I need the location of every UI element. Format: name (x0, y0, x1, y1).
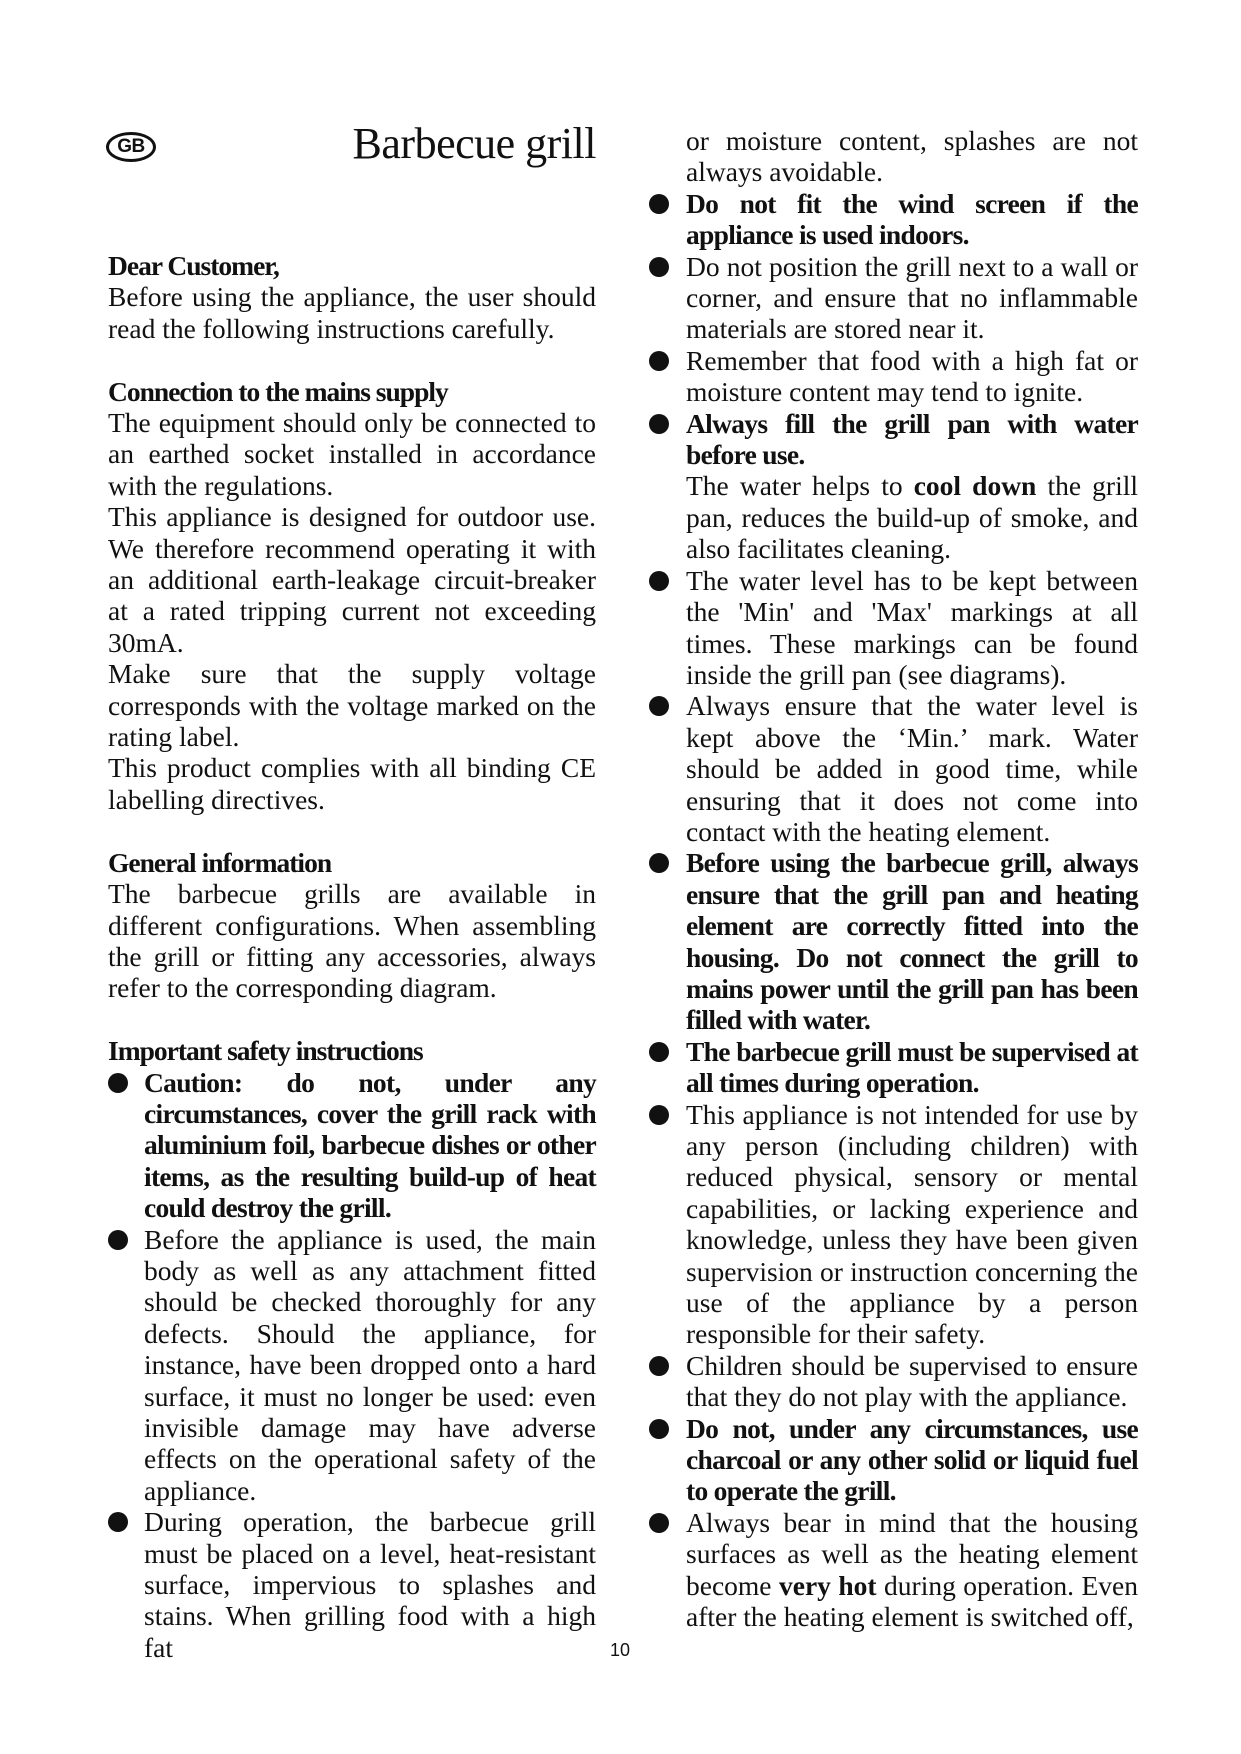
bullet-icon (649, 1356, 669, 1376)
bullet-icon (649, 1042, 669, 1062)
bullet-fat (640, 345, 1138, 408)
mains-heading: Connection to the mains supply (108, 375, 448, 407)
caution-text: Caution: do not, under any circumstances, cover the grill rack with aluminium foil, barbecue dishes or other items, as the resulting build-up of heat could destroy the grill. (144, 1066, 596, 1224)
surface-text: During operation, the barbecue grill must be placed on a level, heat-resistant surface, impervious to splashes and stains. When grilling food with a high fat (144, 1506, 596, 1663)
bullet-icon (108, 1512, 128, 1532)
mains-paragraph-3: Make sure that the supply voltage corresponds with the voltage marked on the rating label. (108, 658, 596, 753)
bullet-icon (649, 571, 669, 591)
fill-water-text: Always fill the grill pan with water before use. (686, 407, 1138, 471)
bullet-icon (649, 414, 669, 434)
page-number: 10 (609, 1640, 631, 1660)
mains-paragraph-1: The equipment should only be connected to an earthed socket installed in accordance with the regulations. (108, 407, 596, 501)
safety-bullet-caution (108, 1067, 596, 1224)
mains-paragraph-4: This product complies with all binding CE labelling directives. (108, 752, 596, 815)
charcoal-text: Do not, under any circumstances, use charcoal or any other solid or liquid fuel to operate the grill. (686, 1412, 1138, 1507)
bullet-persons (640, 1099, 1138, 1350)
check-text: Before the appliance is used, the main body as well as any attachment fitted should be checked thoroughly for any defects. Should the appliance, for instance, have been dropped onto a hard surface, it must no longer be used: even invisible damage may have adverse effects on the operational safety of the appliance. (144, 1223, 596, 1506)
safety-heading: Important safety instructions (108, 1035, 423, 1067)
bullet-icon (649, 853, 669, 873)
children-text: Children should be supervised to ensure that they do not play with the appliance. (686, 1349, 1138, 1413)
wall-text: Do not position the grill next to a wall or corner, and ensure that no inflammable materials are stored near it. (686, 250, 1138, 345)
fat-text: Remember that food with a high fat or moisture content may tend to ignite. (686, 344, 1138, 408)
bullet-fill-water (640, 408, 1138, 471)
persons-text: This appliance is not intended for use by any person (including children) with reduced physical, sensory or mental capabilities, or lacking experience and knowledge, unless they have been given supervision or instruction concerning the use of the appliance by a person responsible for their safety. (686, 1098, 1138, 1350)
surface-continuation: or moisture content, splashes are not always avoidable. (686, 125, 1138, 188)
bullet-supervised (640, 1036, 1138, 1099)
bullet-icon (649, 257, 669, 277)
before-use-text: Before using the barbecue grill, always ensure that the grill pan and heating element are correctly fitted into the housing. Do not connect the grill to mains power until the grill pan has been filled with water. (686, 847, 1138, 1036)
fill-water-explanation: The water helps to cool down the grill pan, reduces the build-up of smoke, and also facilitates cleaning. (686, 470, 1138, 565)
language-badge: GB (106, 132, 156, 162)
bullet-children (640, 1350, 1138, 1413)
bullet-before-use (640, 847, 1138, 1035)
bullet-icon (649, 351, 669, 371)
bullet-icon (108, 1230, 128, 1250)
page-title: Barbecue grill (352, 119, 596, 168)
bullet-water-level (640, 565, 1138, 691)
bullet-wall (640, 251, 1138, 345)
intro-paragraph: Before using the appliance, the user should read the following instructions carefully. (108, 281, 596, 344)
general-heading: General information (108, 846, 332, 878)
bullet-icon (649, 696, 669, 716)
left-column (108, 250, 596, 1663)
safety-bullet-surface (108, 1506, 596, 1663)
water-level-text: The water level has to be kept between the 'Min' and 'Max' markings at all times. These markings can be found inside the grill pan (see diagrams). (686, 564, 1138, 690)
bullet-hot-surfaces (640, 1507, 1138, 1633)
bullet-min-mark (640, 690, 1138, 847)
mains-paragraph-2: This appliance is designed for outdoor use. We therefore recommend operating it with an additional earth-leakage circuit-breaker at a rated tripping current not exceeding 30mA. (108, 501, 596, 658)
bullet-icon (649, 1419, 669, 1439)
bullet-wind-screen (640, 188, 1138, 251)
wind-screen-text: Do not fit the wind screen if the appliance is used indoors. (686, 187, 1138, 251)
bullet-icon (649, 1513, 669, 1533)
supervised-text: The barbecue grill must be supervised at all times during operation. (686, 1035, 1138, 1099)
general-paragraph: The barbecue grills are available in different configurations. When assembling the grill or fitting any accessories, always refer to the corresponding diagram. (108, 878, 596, 1004)
hot-surfaces-text: Always bear in mind that the housing surfaces as well as the heating element become very hot during operation. Even after the heating element is switched off, (686, 1506, 1139, 1633)
bullet-charcoal (640, 1413, 1138, 1507)
bullet-icon (649, 194, 669, 214)
bullet-icon (108, 1073, 128, 1093)
min-mark-text: Always ensure that the water level is kept above the ‘Min.’ mark. Water should be added in good time, while ensuring that it does not come into contact with the heating element. (686, 690, 1138, 847)
safety-bullet-check (108, 1224, 596, 1507)
bullet-icon (649, 1105, 669, 1125)
greeting: Dear Customer, (108, 250, 279, 281)
right-column (640, 125, 1138, 1633)
